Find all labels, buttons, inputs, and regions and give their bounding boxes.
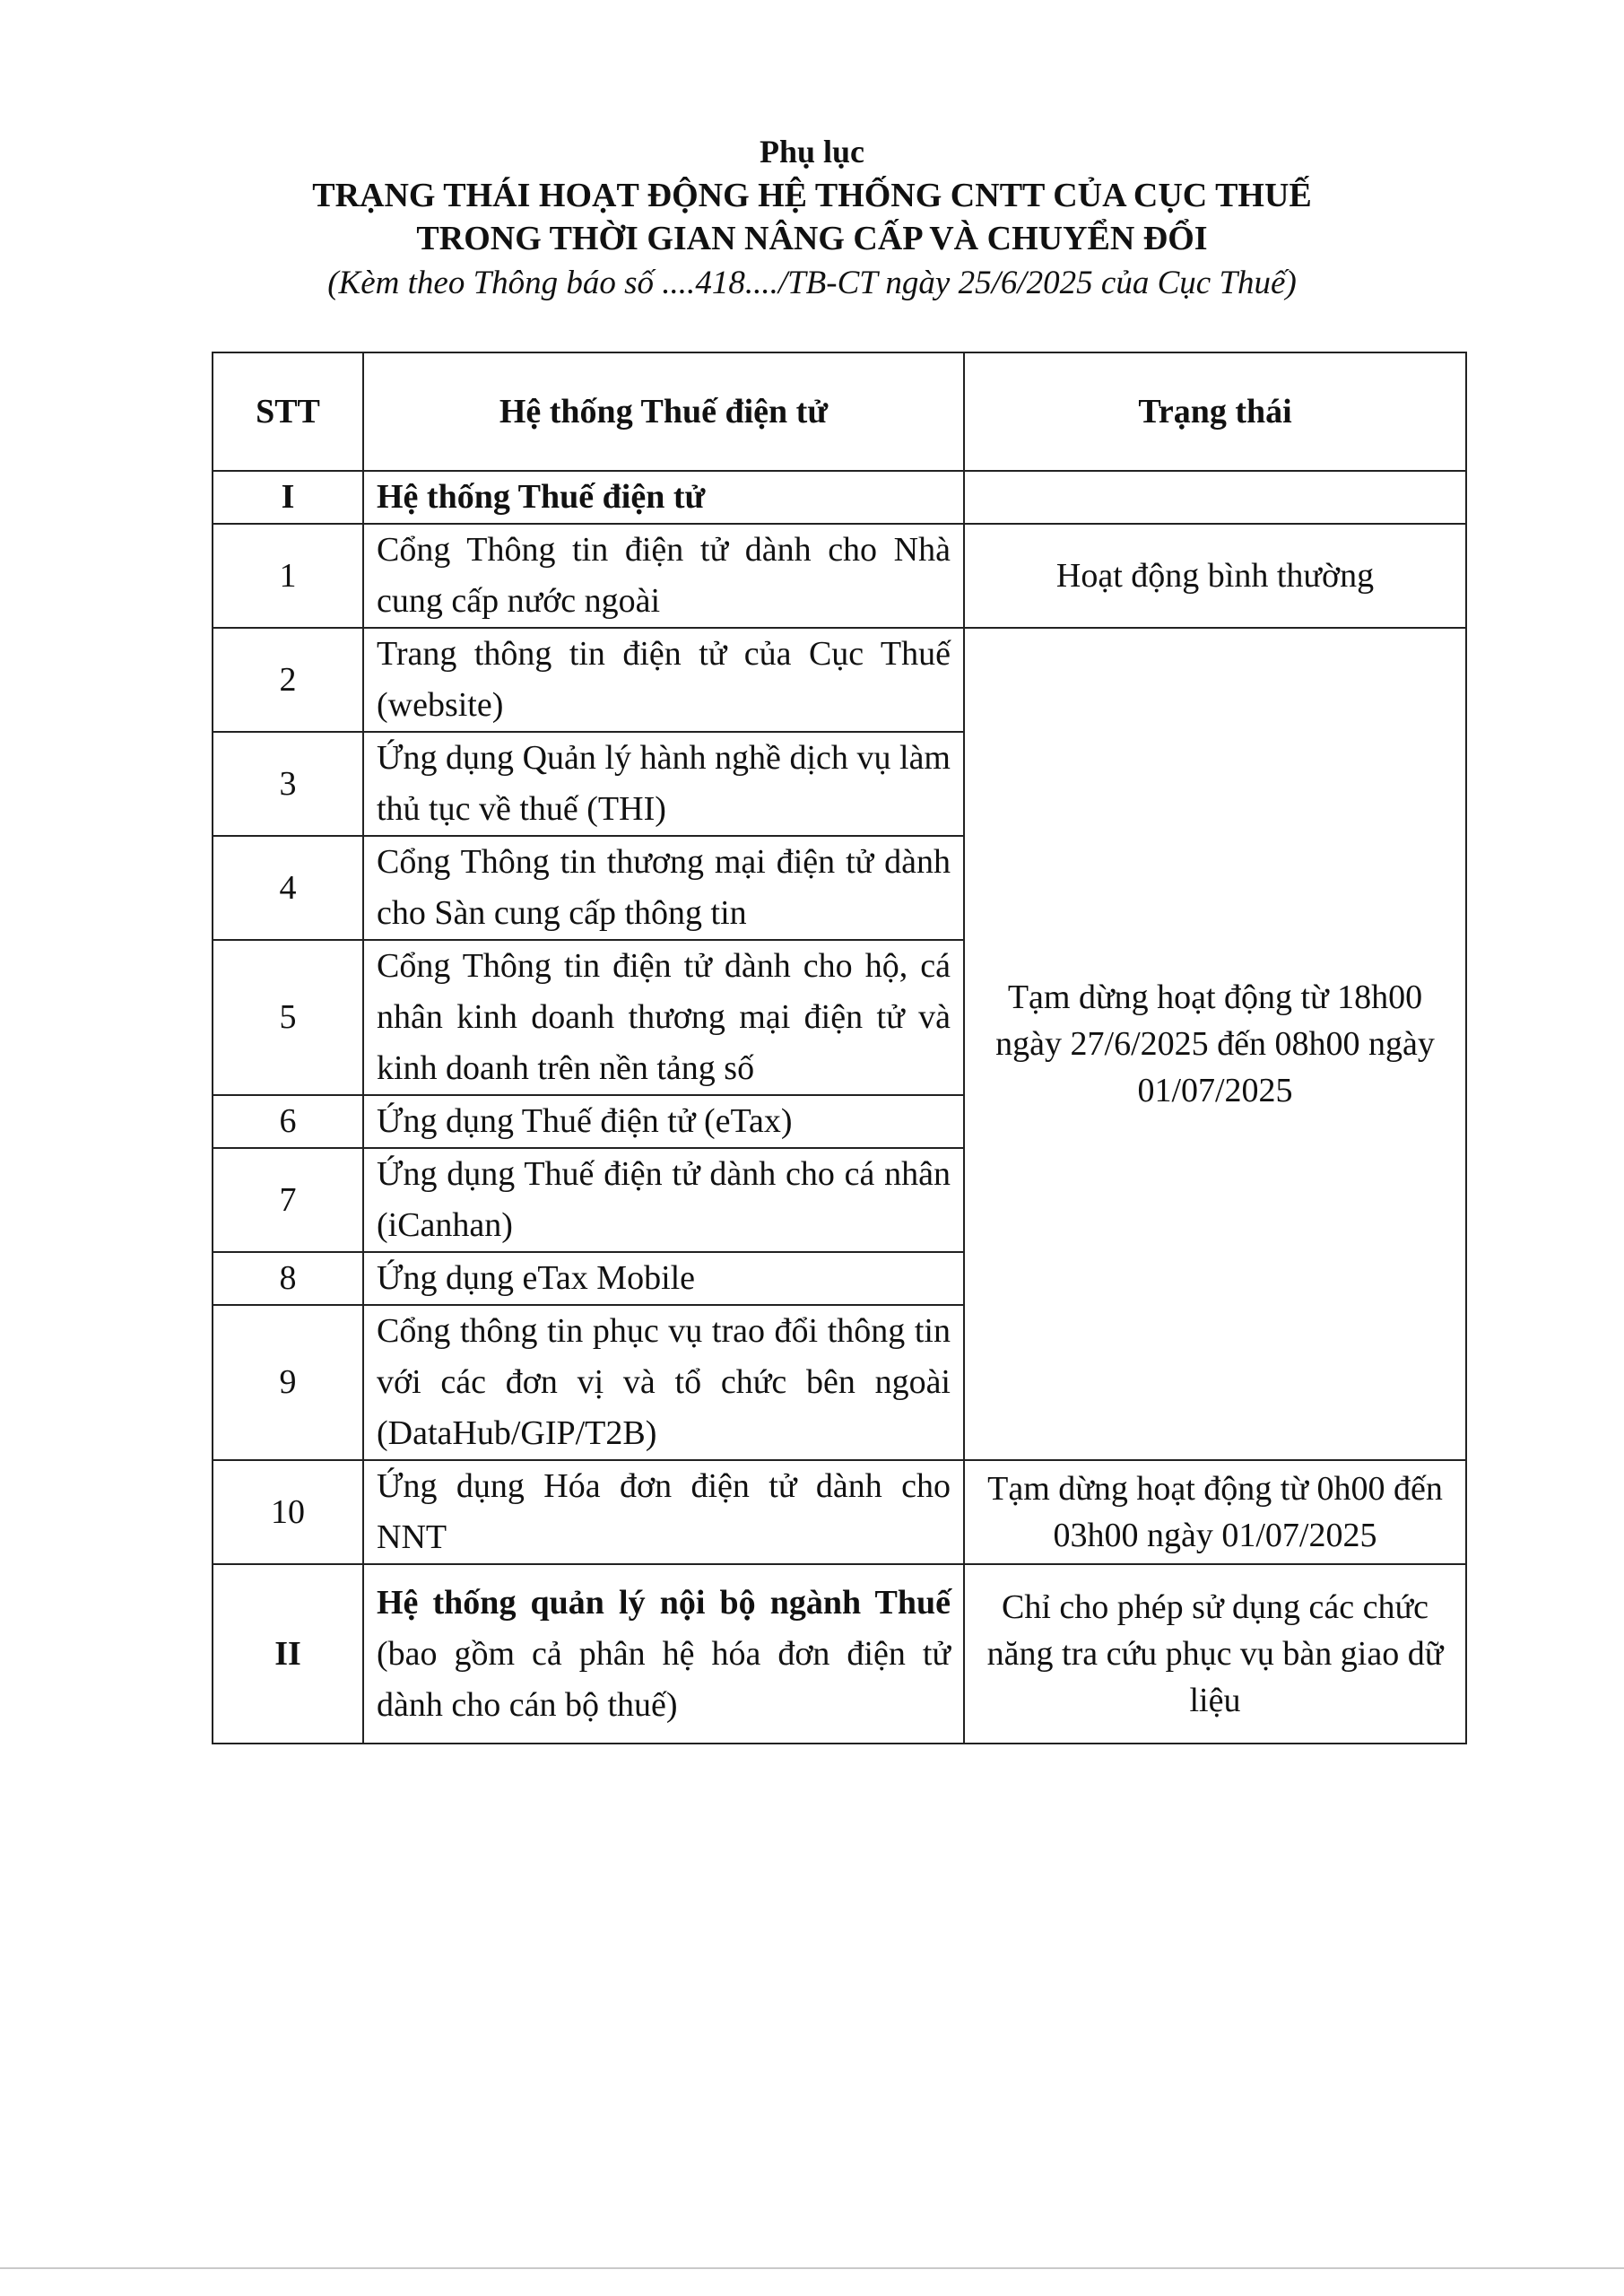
- row-system-name: Ứng dụng Thuế điện tử (eTax): [363, 1095, 964, 1148]
- table-row: [213, 524, 1466, 628]
- row-system-name: Ứng dụng Thuế điện tử dành cho cá nhân (iCanhan): [363, 1148, 964, 1252]
- row-system-name: Cổng Thông tin điện tử dành cho Nhà cung cấp nước ngoài: [363, 524, 964, 628]
- section-title-ii-rest: (bao gồm cả phân hệ hóa đơn điện tử dành cho cán bộ thuế): [377, 1634, 951, 1724]
- row-number: 2: [213, 628, 363, 732]
- table-row: [213, 628, 1466, 732]
- document-subtitle: [0, 264, 1624, 302]
- appendix-label: Phụ lục: [759, 134, 865, 170]
- header-status: Trạng thái: [964, 352, 1466, 471]
- row-system-name: Ứng dụng Quản lý hành nghề dịch vụ làm thủ tục về thuế (THI): [363, 732, 964, 836]
- row-number: 10: [213, 1460, 363, 1564]
- row-system-name: Cổng Thông tin thương mại điện tử dành cho Sàn cung cấp thông tin: [363, 836, 964, 940]
- header-stt: STT: [213, 352, 363, 471]
- status-cell-suspended: Tạm dừng hoạt động từ 18h00 ngày 27/6/2025 đến 08h00 ngày 01/07/2025: [964, 628, 1466, 1460]
- document-title-line1: TRẠNG THÁI HOẠT ĐỘNG HỆ THỐNG CNTT CỦA CỤC THUẾ: [312, 177, 1312, 214]
- status-cell-section2: Chỉ cho phép sử dụng các chức năng tra cứu phục vụ bàn giao dữ liệu: [964, 1564, 1466, 1744]
- subtitle-middle: ..../TB-CT ngày: [744, 265, 959, 301]
- row-system-name: Ứng dụng eTax Mobile: [363, 1252, 964, 1305]
- row-number: 5: [213, 940, 363, 1095]
- section-number-i: I: [213, 471, 363, 524]
- section-row-ii: [213, 1564, 1466, 1744]
- subtitle-prefix: (Kèm theo Thông báo số ....: [327, 265, 696, 301]
- subtitle-suffix: /6/2025 của Cục Thuế): [991, 265, 1297, 301]
- row-system-name: Trang thông tin điện tử của Cục Thuế (website): [363, 628, 964, 732]
- header-system: Hệ thống Thuế điện tử: [363, 352, 964, 471]
- notice-day-handwritten: 25: [958, 265, 992, 301]
- section-row-i: [213, 471, 1466, 524]
- row-number: 8: [213, 1252, 363, 1305]
- status-cell-normal: Hoạt động bình thường: [964, 524, 1466, 628]
- table-row: [213, 1460, 1466, 1564]
- row-number: 9: [213, 1305, 363, 1460]
- row-system-name: Cổng thông tin phục vụ trao đổi thông tin với các đơn vị và tổ chức bên ngoài (DataHub/GIP/T2B): [363, 1305, 964, 1460]
- scan-edge-line: [0, 2267, 1624, 2269]
- document-title-line2: TRONG THỜI GIAN NÂNG CẤP VÀ CHUYỂN ĐỔI: [416, 220, 1208, 257]
- section-status-i: [964, 471, 1466, 524]
- section-title-i: Hệ thống Thuế điện tử: [363, 471, 964, 524]
- row-number: 4: [213, 836, 363, 940]
- section-title-ii-bold: Hệ thống quản lý nội bộ ngành Thuế: [377, 1583, 951, 1622]
- table-header-row: [213, 352, 1466, 471]
- status-cell-row10: Tạm dừng hoạt động từ 0h00 đến 03h00 ngày 01/07/2025: [964, 1460, 1466, 1564]
- status-table: [212, 352, 1467, 1744]
- row-system-name: Cổng Thông tin điện tử dành cho hộ, cá nhân kinh doanh thương mại điện tử và kinh doanh trên nền tảng số: [363, 940, 964, 1095]
- row-number: 6: [213, 1095, 363, 1148]
- section-title-ii: [363, 1564, 964, 1744]
- row-number: 1: [213, 524, 363, 628]
- row-number: 7: [213, 1148, 363, 1252]
- row-number: 3: [213, 732, 363, 836]
- row-system-name: Ứng dụng Hóa đơn điện tử dành cho NNT: [363, 1460, 964, 1564]
- notice-number-handwritten: 418: [695, 265, 745, 301]
- section-number-ii: II: [213, 1564, 363, 1744]
